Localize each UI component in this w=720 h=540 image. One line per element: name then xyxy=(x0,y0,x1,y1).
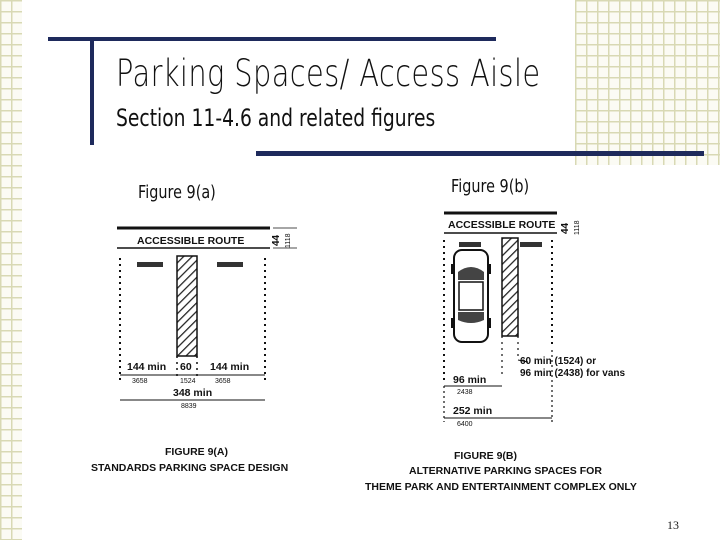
left-dim-mm: 3658 xyxy=(132,378,148,385)
right-dim-mm: 3658 xyxy=(215,378,231,385)
right-dim: 144 min xyxy=(210,361,250,373)
total-dim: 348 min xyxy=(173,387,213,399)
space-dim-mm: 2438 xyxy=(457,389,473,396)
aisle-dim-line1: 60 min (1524) or xyxy=(520,356,597,367)
figure-a-caption: Figure 9(a) xyxy=(138,182,216,203)
car-icon xyxy=(451,250,491,342)
page-number: 13 xyxy=(667,518,679,532)
aisle-dim-mm: 1524 xyxy=(180,378,196,385)
figure-b-title-2: ALTERNATIVE PARKING SPACES FOR xyxy=(409,465,602,477)
route-label: ACCESSIBLE ROUTE xyxy=(137,235,245,247)
figure-b-title-1: FIGURE 9(B) xyxy=(454,450,517,462)
access-aisle xyxy=(177,256,197,356)
route-dim: 44 xyxy=(271,234,282,246)
route-label: ACCESSIBLE ROUTE xyxy=(448,219,556,231)
figure-b-drawing xyxy=(362,200,677,500)
figure-a-drawing xyxy=(85,210,320,480)
aisle-dim: 60 xyxy=(180,361,192,373)
wheel-stop-left xyxy=(137,262,163,267)
figure-a-title-2: STANDARDS PARKING SPACE DESIGN xyxy=(91,462,289,474)
total-dim: 252 min xyxy=(453,405,493,417)
top-right-grid-decoration xyxy=(575,0,720,165)
total-dim-mm: 8839 xyxy=(181,403,197,410)
total-dim-mm: 6400 xyxy=(457,421,473,428)
top-accent-bar xyxy=(48,37,496,41)
access-aisle xyxy=(502,238,518,336)
wheel-stop-right xyxy=(217,262,243,267)
route-dim-mm: 1118 xyxy=(574,220,581,235)
figure-b-caption: Figure 9(b) xyxy=(451,176,530,197)
title-vertical-bar xyxy=(90,37,94,145)
aisle-dim-line2: 96 min (2438) for vans xyxy=(520,368,626,379)
bottom-accent-bar xyxy=(256,151,704,156)
wheel-stop-left xyxy=(459,242,481,247)
slide-subtitle: Section 11-4.6 and related figures xyxy=(116,104,436,132)
route-dim: 44 xyxy=(560,222,571,234)
left-grid-decoration xyxy=(0,0,22,540)
left-dim: 144 min xyxy=(127,361,167,373)
figure-a-title-1: FIGURE 9(A) xyxy=(165,446,228,458)
figure-b-title-3: THEME PARK AND ENTERTAINMENT COMPLEX ONLY xyxy=(365,481,637,493)
space-dim: 96 min xyxy=(453,374,487,386)
wheel-stop-right xyxy=(520,242,542,247)
slide-title: Parking Spaces/ Access Aisle xyxy=(116,52,541,95)
route-dim-mm: 1118 xyxy=(285,233,292,248)
